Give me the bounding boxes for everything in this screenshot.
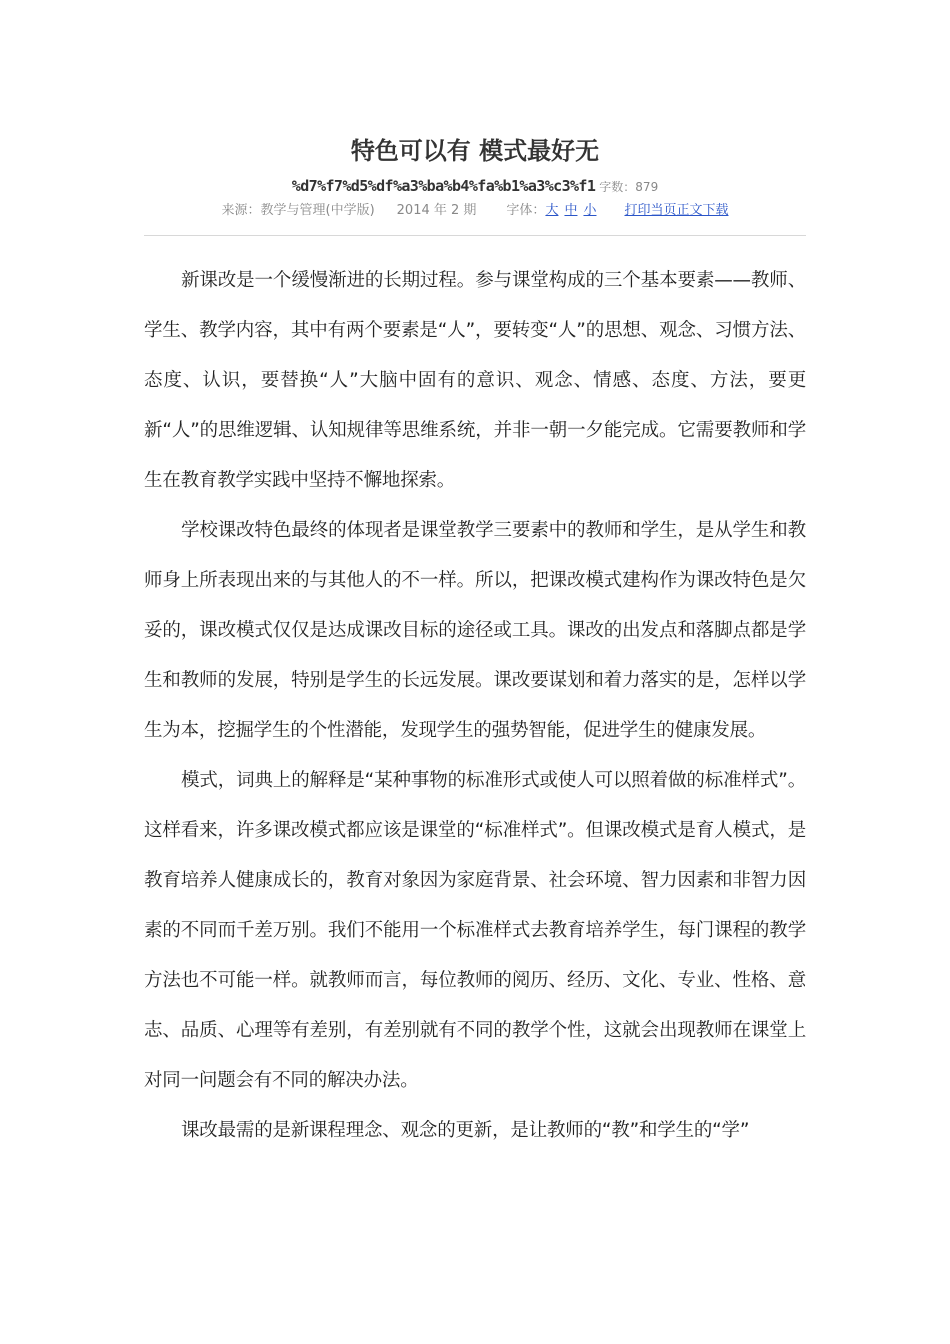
word-count: 字数：879	[599, 180, 659, 194]
font-small-link[interactable]: 小	[583, 203, 597, 218]
paragraph: 模式，词典上的解释是“某种事物的标准形式或使人可以照着做的标准样式”。这样看来，许多课改模式都应该是课堂的“标准样式”。但课改模式是育人模式，是教育培养人健康成长的，教育对象因为家庭背景、社会环境、智力因素和非智力因素的不同而千差万别。我们不能用一个标准样式去教育培养学生，每门课程的教学方法也不可能一样。就教师而言，每位教师的阅历、经历、文化、专业、性格、意志、品质、心理等有差别，有差别就有不同的教学个性，这就会出现教师在课堂上对同一问题会有不同的解决办法。	[144, 770, 806, 1091]
paragraph: 学校课改特色最终的体现者是课堂教学三要素中的教师和学生，是从学生和教师身上所表现出来的与其他人的不一样。所以，把课改模式建构作为课改特色是欠妥的，课改模式仅仅是达成课改目标的途径或工具。课改的出发点和落脚点都是学生和教师的发展，特别是学生的长远发展。课改要谋划和着力落实的是，怎样以学生为本，挖掘学生的个性潜能，发现学生的强势智能，促进学生的健康发展。	[144, 520, 806, 741]
article-title: 特色可以有 模式最好无	[350, 137, 600, 165]
article-meta	[0, 201, 950, 221]
source-label: 来源：教学与管理(中学版)	[221, 203, 375, 218]
paragraph: 课改最需的是新课程理念、观念的更新，是让教师的“教”和学生的“学”	[181, 1120, 750, 1141]
issue-label: 2014 年 2 期	[396, 203, 477, 218]
subtitle-line	[0, 174, 950, 199]
encoded-author: %d7%f7%d5%df%a3%ba%b4%fa%b1%a3%c3%f1	[291, 177, 596, 195]
paragraph: 新课改是一个缓慢渐进的长期过程。参与课堂构成的三个基本要素——教师、学生、教学内容，其中有两个要素是“人”，要转变“人”的思想、观念、习惯方法、态度、认识，要替换“人”大脑中固有的意识、观念、情感、态度、方法，要更新“人”的思维逻辑、认知规律等思维系统，并非一朝一夕能完成。它需要教师和学生在教育教学实践中坚持不懈地探索。	[144, 270, 806, 491]
font-large-link[interactable]: 大	[545, 203, 559, 218]
article-body	[144, 256, 806, 1156]
font-size-label: 字体：	[506, 203, 546, 218]
print-download-link[interactable]: 打印当页正文下载	[624, 203, 729, 218]
header-divider	[144, 235, 806, 236]
font-medium-link[interactable]: 中	[564, 203, 578, 218]
